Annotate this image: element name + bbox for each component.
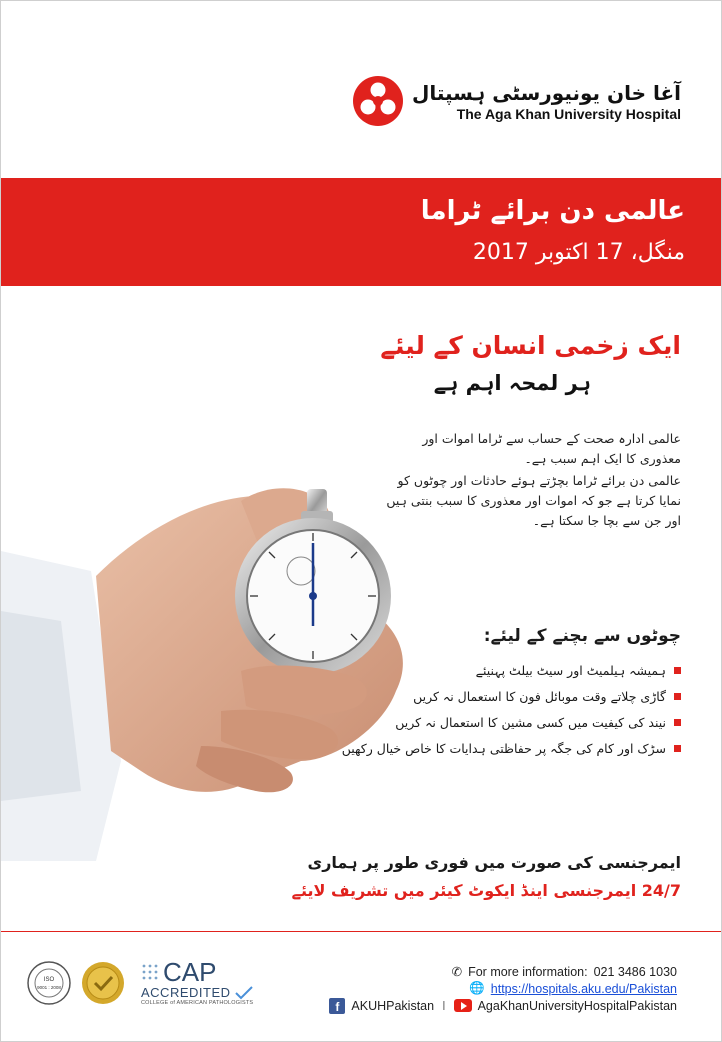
tips-title: چوٹوں سے بچنے کے لیئے: — [483, 626, 681, 646]
phone-number[interactable]: 021 3486 1030 — [593, 964, 677, 979]
youtube-icon[interactable] — [454, 999, 472, 1012]
list-item — [341, 735, 681, 761]
cap-accredited-label: ACCREDITED — [141, 985, 231, 1000]
logo-urdu-name: آغا خان یونیورسٹی ہسپتال — [411, 81, 681, 105]
facebook-handle[interactable]: AKUHPakistan — [351, 998, 435, 1013]
tip-text: سڑک اور کام کی جگہ پر حفاظتی ہدایات کا خاص خیال رکھیں — [341, 740, 666, 756]
banner-title: عالمی دن برائے ٹراما — [420, 196, 685, 226]
phone-icon: ✆ — [451, 965, 463, 979]
separator: I — [442, 998, 446, 1013]
cap-college-name: COLLEGE of AMERICAN PATHOLOGISTS — [141, 1000, 254, 1006]
list-item — [391, 709, 681, 735]
title-banner — [1, 178, 722, 286]
svg-text:ISO: ISO — [43, 976, 55, 983]
headline-primary: ایک زخمی انسان کے لیئے — [380, 331, 681, 360]
bullet-square-icon — [674, 745, 681, 752]
tip-text: نیند کی کیفیت میں کسی مشین کا استعمال نہ کریں — [395, 714, 666, 730]
footer-divider — [1, 931, 722, 932]
youtube-handle[interactable]: AgaKhanUniversityHospitalPakistan — [477, 998, 677, 1013]
tip-text: گاڑی چلاتے وقت موبائل فون کا استعمال نہ کریں — [413, 688, 666, 704]
facebook-icon[interactable]: f — [329, 998, 345, 1014]
info-label: For more information: — [468, 964, 588, 979]
svg-text:9001 : 2008: 9001 : 2008 — [37, 984, 61, 990]
hand-stopwatch-image — [1, 461, 431, 861]
emergency-care-line: 24/7 ایمرجنسی اینڈ ایکوٹ کیئر میں تشریف لایئے — [291, 881, 681, 900]
headline-secondary: ہر لمحہ اہم ہے — [433, 371, 591, 395]
website-link[interactable]: https://hospitals.aku.edu/Pakistan — [490, 981, 677, 996]
tips-list — [341, 657, 681, 761]
emergency-line: ایمرجنسی کی صورت میں فوری طور پر ہماری — [307, 853, 681, 872]
banner-date: منگل، 17 اکتوبر 2017 — [472, 240, 685, 265]
logo-english-name: The Aga Khan University Hospital — [456, 106, 681, 122]
hospital-logo — [352, 75, 681, 127]
cap-name: CAP — [163, 957, 217, 987]
bullet-square-icon — [674, 667, 681, 674]
list-item — [391, 657, 681, 683]
aku-logo-icon — [352, 75, 404, 127]
cap-dots-icon — [141, 963, 159, 981]
contact-info — [329, 963, 677, 1014]
body-paragraph: عالمی ادارہ صحت کے حساب سے ٹراما اموات اور معذوری کا ایک اہم سبب ہے۔ — [422, 431, 681, 466]
globe-icon: 🌐 — [469, 981, 485, 995]
cap-accreditation — [141, 959, 253, 1006]
accreditation-logos — [27, 959, 253, 1006]
bullet-square-icon — [674, 693, 681, 700]
jci-gold-seal-icon — [81, 961, 125, 1005]
body-paragraph: عالمی دن برائے ٹراما بچڑتے ہوئے حادثات اور چوٹوں کو نمایا کرتا ہے جو کہ اموات اور معذوری کا سبب بنتی ہیں اور جن سے بچا جا سکتا ہے۔ — [386, 473, 681, 528]
checkmark-icon — [235, 986, 253, 1000]
iso-certification-seal-icon — [27, 961, 71, 1005]
tip-text: ہمیشہ ہیلمیٹ اور سیٹ بیلٹ پہنیئے — [475, 662, 666, 678]
list-item — [391, 683, 681, 709]
bullet-square-icon — [674, 719, 681, 726]
